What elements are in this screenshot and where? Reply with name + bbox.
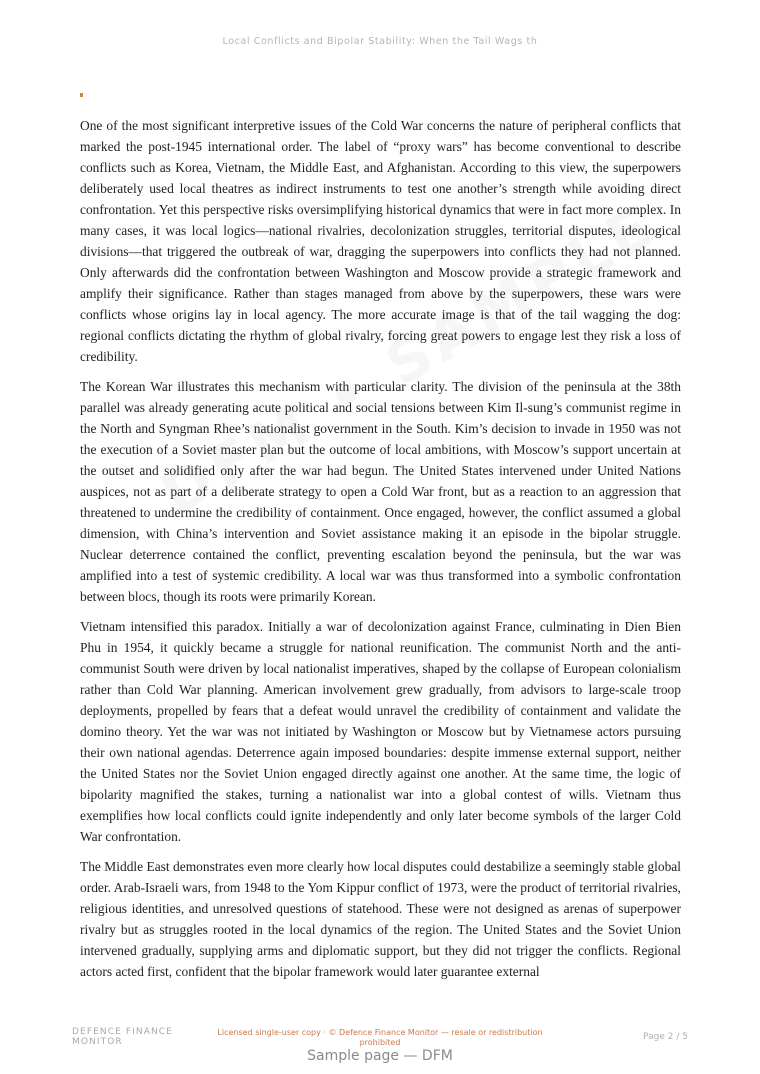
section-marker	[80, 93, 83, 97]
paragraph-3: Vietnam intensified this paradox. Initially a war of decolonization against France, culminating in Dien Bien Phu in 1954, it quickly became a struggle for national reunification. The communist North and the anti-communist South were driven by local nationalist imperatives, shaped by the collapse of European colonialism rather than Cold War planning. American involvement grew gradually, from advisors to large-scale troop deployments, propelled by fears that a defeat would unravel the credibility of containment and validate the domino theory. Yet the war was not initiated by Washington or Moscow but by Vietnamese actors pursuing their own national agendas. Deterrence again imposed boundaries: despite immense external support, neither the United States nor the Soviet Union engaged directly against one another. At the same time, the logic of bipolarity magnified the stakes, turning a nationalist war into a global contest of wills. Vietnam thus exemplifies how local conflicts could ignite independently and only later become symbols of the larger Cold War confrontation.	[80, 619, 681, 844]
running-header: Local Conflicts and Bipolar Stability: When the Tail Wags th	[222, 36, 538, 47]
sample-label: Sample page — DFM	[307, 1048, 453, 1064]
footer-license: Licensed single-user copy · © Defence Finance Monitor — resale or redistribution prohibited	[217, 1028, 543, 1047]
paragraph-2: The Korean War illustrates this mechanism with particular clarity. The division of the peninsula at the 38th parallel was already generating acute political and social tensions between Kim Il-sung’s communist regime in the North and Syngman Rhee’s nationalist government in the South. Kim’s decision to invade in 1950 was not the execution of a Soviet master plan but the outcome of local ambitions, with Moscow’s support uncertain at the outset and solidified only after the war had begun. The United States intervened under United Nations auspices, not as part of a deliberate strategy to open a Cold War front, but as a reaction to an aggression that threatened to undermine the credibility of containment. Once engaged, however, the conflict assumed a global dimension, with China’s intervention and Soviet assistance making it an episode in the bipolar struggle. Nuclear deterrence contained the conflict, preventing escalation beyond the peninsula, but the war was amplified into a test of systemic credibility. A local war was thus transformed into a symbolic confrontation between blocs, though its roots were primarily Korean.	[80, 379, 681, 604]
paragraph-1: One of the most significant interpretive issues of the Cold War concerns the nature of peripheral conflicts that marked the post-1945 international order. The label of “proxy wars” has become conventional to describe conflicts such as Korea, Vietnam, the Middle East, and Afghanistan. According to this view, the superpowers deliberately used local theatres as indirect instruments to test one another’s strength while avoiding direct confrontation. Yet this perspective risks oversimplifying historical dynamics that were in fact more complex. In many cases, it was local logics—national rivalries, decolonization struggles, territorial disputes, ideological divisions—that triggered the outbreak of war, dragging the superpowers into conflicts they had not planned. Only afterwards did the confrontation between Washington and Moscow provide a strategic framework and amplify their significance. Rather than stages managed from above by the superpowers, these wars were conflicts whose origins lay in local agency. The more accurate image is that of the tail wagging the dog: regional conflicts dictating the rhythm of global rivalry, forcing great powers to engage lest they risk a loss of credibility.	[80, 118, 681, 364]
footer-brand: DEFENCE FINANCE MONITOR	[72, 1027, 173, 1047]
page-number: Page 2 / 5	[643, 1032, 688, 1042]
article-body	[80, 115, 681, 991]
paragraph-4: The Middle East demonstrates even more clearly how local disputes could destabilize a seemingly stable global order. Arab-Israeli wars, from 1948 to the Yom Kippur conflict of 1973, were the product of territorial rivalries, religious identities, and unresolved questions of statehood. These were not designed as arenas of superpower rivalry but as struggles rooted in the local dynamics of the region. The United States and the Soviet Union intervened gradually, supplying arms and diplomatic support, but they did not trigger the conflicts. Regional actors acted first, confident that the bipolar framework would later guarantee external	[80, 859, 681, 979]
